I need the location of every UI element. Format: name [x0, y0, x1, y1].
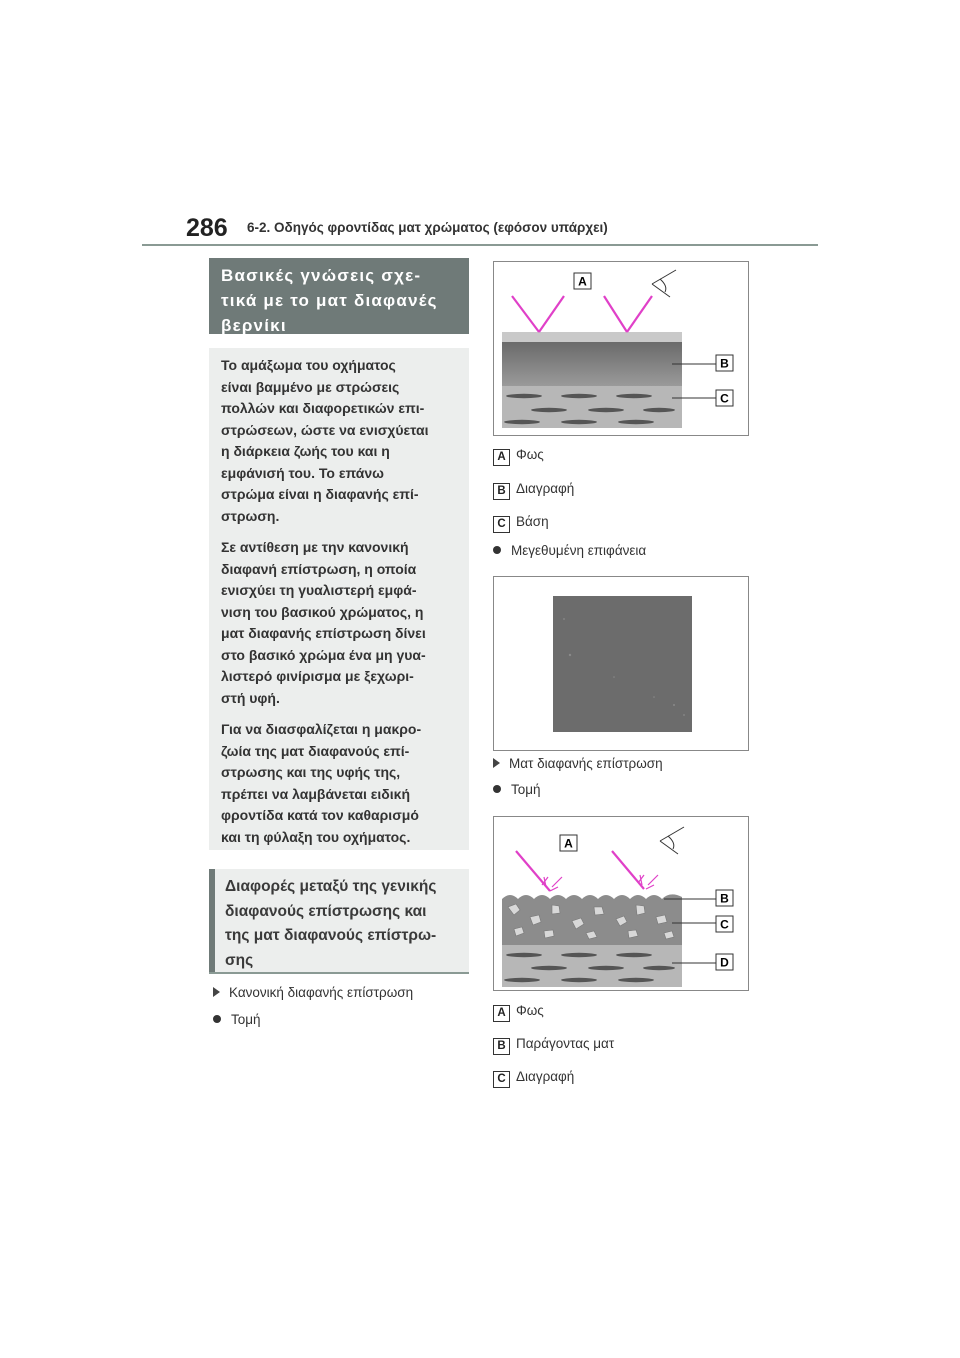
figure1-label-c: C	[720, 391, 729, 406]
triangle-bullet-icon	[493, 758, 500, 768]
caption-section-left-text: Τομή	[231, 1012, 261, 1027]
dot-bullet-icon	[493, 546, 501, 554]
heading-basics	[209, 258, 469, 334]
scattered-light-rays	[516, 851, 644, 891]
heading-differences-rule	[209, 972, 469, 974]
figure-normal-clear-section	[493, 261, 749, 436]
caption-magnified	[493, 543, 646, 558]
figure3-label-a: A	[564, 836, 573, 851]
legend1-letter-b: B	[493, 483, 510, 500]
page-number: 286	[186, 214, 228, 242]
caption-section-left	[213, 1012, 261, 1027]
figure1-label-a: A	[578, 274, 587, 289]
dot-bullet-icon	[493, 785, 501, 793]
legend1-item-b	[493, 481, 574, 500]
legend2-text-b: Παράγοντας ματ	[516, 1036, 615, 1051]
legend2-item-b	[493, 1036, 614, 1055]
heading-differences: Διαφορές μεταξύ της γενικής διαφανούς επίστρωσης και της ματ διαφανούς επίστρω- σης	[209, 869, 469, 973]
caption-normal-clear	[213, 985, 413, 1000]
eye-icon	[652, 270, 676, 297]
figure-magnified-svg	[494, 577, 748, 750]
intro-paragraph-1: Το αμάξωμα του οχήματος είναι βαμμένο με στρώσεις πολλών και διαφορετικών επι- στρώσεων, ώστε να ενισχύεται η διάρκεια ζωής του και η εμφάνισή του. Το επάνω στρώμα είναι η διαφανής επί- στρωση.	[221, 357, 429, 524]
legend1-text-b: Διαγραφή	[516, 481, 575, 496]
caption-magnified-text: Μεγεθυμένη επιφάνεια	[511, 543, 647, 558]
figure-normal-clear-svg	[494, 262, 748, 435]
eye-icon	[660, 827, 684, 854]
intro-paragraph-2: Σε αντίθεση με την κανονική διαφανή επίστρωση, η οποία ενισχύει τη γυαλιστερή εμφά- νιση του βασικού χρώματος, η ματ διαφανής επίστρωση δίνει στο βασικό χρώμα ένα μη γυα- λιστερό φινίρισμα με ξεχωρι- στή υφή.	[221, 539, 426, 706]
legend1-text-a: Φως	[516, 447, 544, 462]
intro-panel	[209, 348, 469, 850]
color-layer	[502, 342, 682, 386]
legend2-letter-a: A	[493, 1005, 510, 1022]
legend1-letter-c: C	[493, 516, 510, 533]
figure-matte-section	[493, 816, 749, 991]
caption-section-right-text: Τομή	[511, 782, 541, 797]
figure3-label-b: B	[720, 891, 729, 906]
legend2-letter-b: B	[493, 1038, 510, 1055]
caption-matte	[493, 756, 663, 771]
dot-bullet-icon	[213, 1015, 221, 1023]
light-rays	[512, 296, 652, 332]
figure-matte-svg	[494, 817, 748, 990]
caption-matte-text: Ματ διαφανής επίστρωση	[509, 756, 663, 771]
intro-paragraph-3: Για να διασφαλίζεται η μακρο- ζωία της ματ διαφανούς επί- στρωσης και της υφής της, πρέπει να λαμβάνεται ειδική φροντίδα κατά τον καθαρισμό και τη φύλαξη του οχήματος.	[221, 721, 422, 845]
legend2-text-a: Φως	[516, 1003, 544, 1018]
clear-coat-layer	[502, 332, 682, 342]
legend1-letter-a: A	[493, 449, 510, 466]
scatter-burst	[542, 875, 658, 891]
legend2-item-c	[493, 1069, 574, 1088]
legend2-item-a	[493, 1003, 544, 1022]
section-title: 6-2. Οδηγός φροντίδας ματ χρώματος (εφόσον υπάρχει)	[247, 220, 608, 235]
legend1-item-a	[493, 447, 544, 466]
heading-differences-bar	[209, 869, 215, 973]
triangle-bullet-icon	[213, 987, 220, 997]
legend1-text-c: Βάση	[516, 514, 549, 529]
legend1-item-c	[493, 514, 549, 533]
legend2-text-c: Διαγραφή	[516, 1069, 575, 1084]
caption-section-right	[493, 782, 541, 797]
figure3-label-c: C	[720, 917, 729, 932]
legend2-letter-c: C	[493, 1071, 510, 1088]
figure-magnified-surface	[493, 576, 749, 751]
caption-normal-clear-text: Κανονική διαφανής επίστρωση	[229, 985, 414, 1000]
figure1-label-b: B	[720, 356, 729, 371]
heading-basics-text: Βασικές γνώσεις σχε- τικά με το ματ διαφανές βερνίκι	[221, 266, 438, 335]
figure3-label-d: D	[720, 955, 729, 970]
header-rule	[142, 244, 818, 246]
matte-surface-sample	[553, 596, 692, 732]
